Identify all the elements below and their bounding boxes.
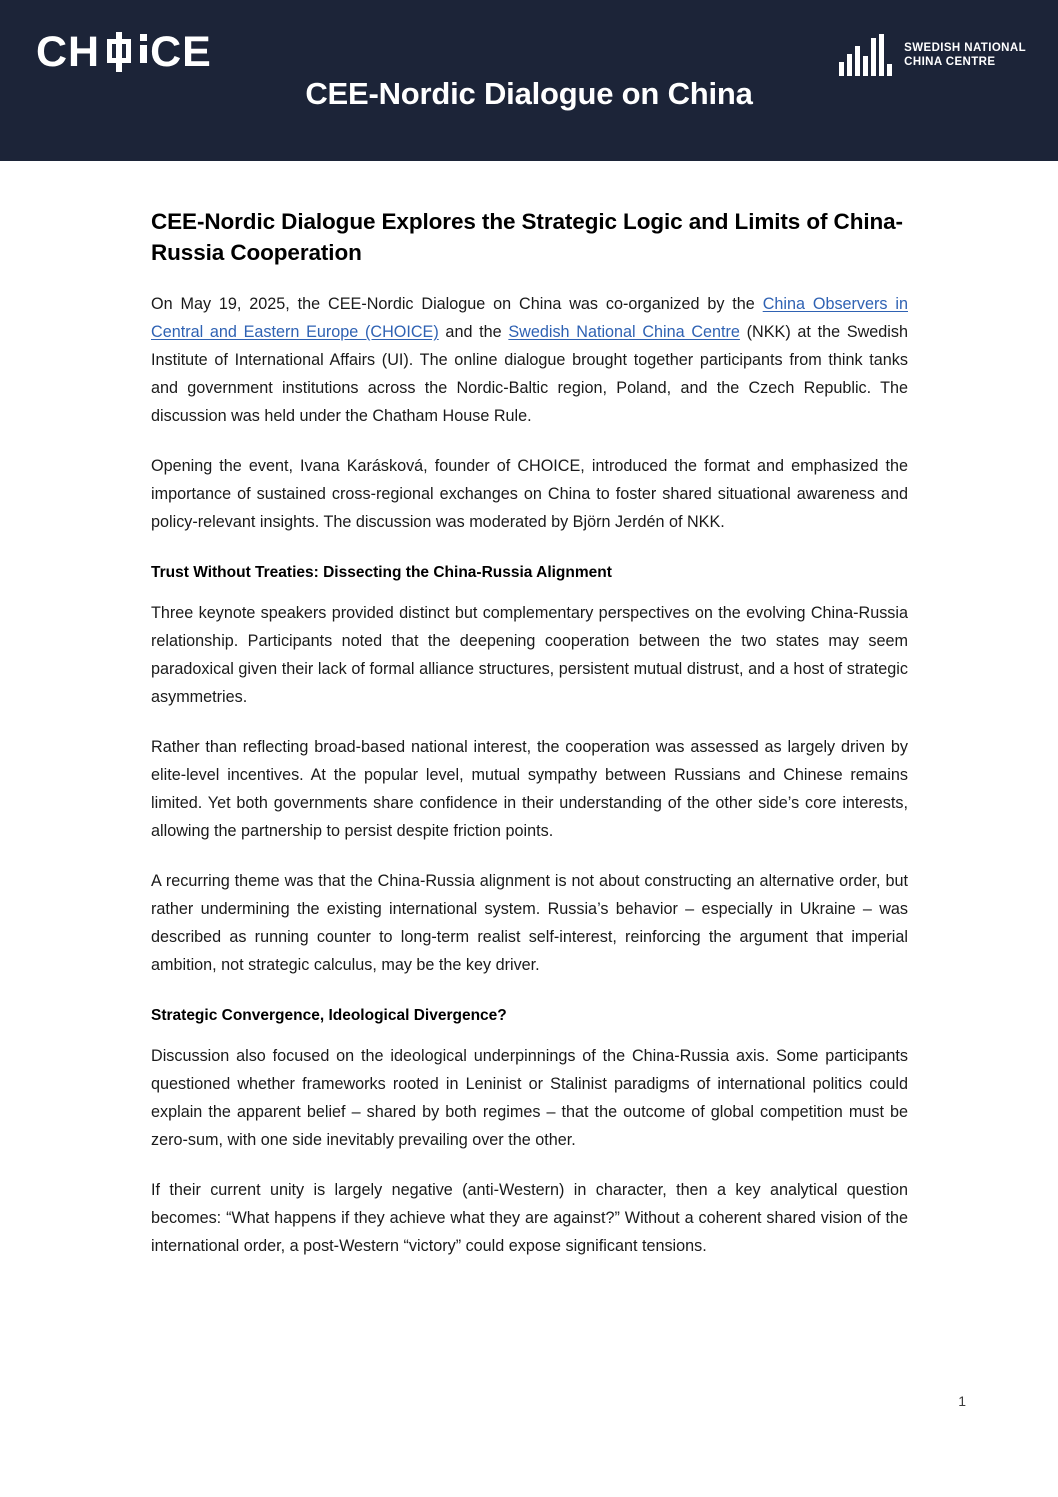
section-heading-trust-without-treaties: Trust Without Treaties: Dissecting the China-Russia Alignment — [151, 564, 612, 581]
choice-logo — [36, 28, 212, 76]
zhong-character-icon — [101, 32, 137, 72]
equalizer-bars-icon — [839, 34, 895, 76]
link-swedish-national-china-centre[interactable]: Swedish National China Centre — [508, 323, 740, 341]
paragraph-recurring-theme: A recurring theme was that the China-Russia alignment is not about constructing an alternative order, but rather undermining the existing international system. Russia’s behavior – especially in Ukraine – was described as running counter to long-term realist self-interest, reinforcing the argument that imperial ambition, not strategic calculus, may be the key driver. — [151, 872, 908, 974]
swedish-national-china-centre-logo — [839, 30, 1026, 76]
page-title: CEE-Nordic Dialogue Explores the Strategic Logic and Limits of China-Russia Cooperation — [151, 209, 903, 265]
paragraph-elite-incentives: Rather than reflecting broad-based national interest, the cooperation was assessed as largely driven by elite-level incentives. At the popular level, mutual sympathy between Russians and Chinese remains limited. Yet both governments share confidence in their understanding of the other side’s core interests, allowing the partnership to persist despite friction points. — [151, 738, 908, 840]
paragraph-ideological-underpinnings: Discussion also focused on the ideological underpinnings of the China-Russia axis. Some participants questioned whether frameworks rooted in Leninist or Stalinist paradigms of international politics could explain the apparent belief – shared by both regimes – that the outcome of global competition must be zero-sum, with one side inevitably prevailing over the other. — [151, 1047, 908, 1149]
choice-logo-i-glyph — [139, 32, 150, 72]
link-china-observers-choice[interactable]: China Observers in Central and Eastern Europe (CHOICE) — [151, 295, 908, 341]
page-header-band — [0, 0, 1058, 161]
paragraph-opening-remarks: Opening the event, Ivana Karásková, founder of CHOICE, introduced the format and emphasized the importance of sustained cross-regional exchanges on China to foster shared situational awareness and policy-relevant insights. The discussion was moderated by Björn Jerdén of NKK. — [151, 457, 908, 531]
page-number: 1 — [958, 1393, 966, 1409]
sncc-wordmark-line1: SWEDISH NATIONAL — [904, 42, 1026, 54]
paragraph-intro — [151, 290, 908, 430]
paragraph-intro-seg1: On May 19, 2025, the CEE-Nordic Dialogue on China was co-organized by the — [151, 295, 763, 313]
choice-logo-prefix: CH — [36, 27, 101, 76]
document-body — [151, 206, 908, 1260]
paragraph-intro-seg2: and the — [438, 323, 509, 341]
sncc-wordmark-line2: CHINA CENTRE — [904, 56, 996, 68]
paragraph-negative-unity: If their current unity is largely negative (anti-Western) in character, then a key analytical question becomes: “What happens if they achieve what they are against?” Without a coherent shared vision of the international order, a post-Western “victory” could expose significant tensions. — [151, 1181, 908, 1255]
choice-logo-suffix: CE — [150, 27, 212, 76]
paragraph-intro-seg3: (NKK) at the Swedish Institute of International Affairs (UI). The online dialogue brought together participants from think tanks and government institutions across the Nordic-Baltic region, Poland, and the Czech Republic. The discussion was held under the Chatham House Rule. — [151, 323, 909, 425]
paragraph-keynote-speakers: Three keynote speakers provided distinct but complementary perspectives on the evolving China-Russia relationship. Participants noted that the deepening cooperation between the two states may seem paradoxical given their lack of formal alliance structures, persistent mutual distrust, and a host of strategic asymmetries. — [151, 604, 908, 706]
banner-title: CEE-Nordic Dialogue on China — [305, 76, 753, 111]
section-heading-strategic-convergence: Strategic Convergence, Ideological Divergence? — [151, 1007, 507, 1024]
sncc-wordmark — [904, 41, 1026, 76]
choice-logo-text — [36, 27, 212, 76]
